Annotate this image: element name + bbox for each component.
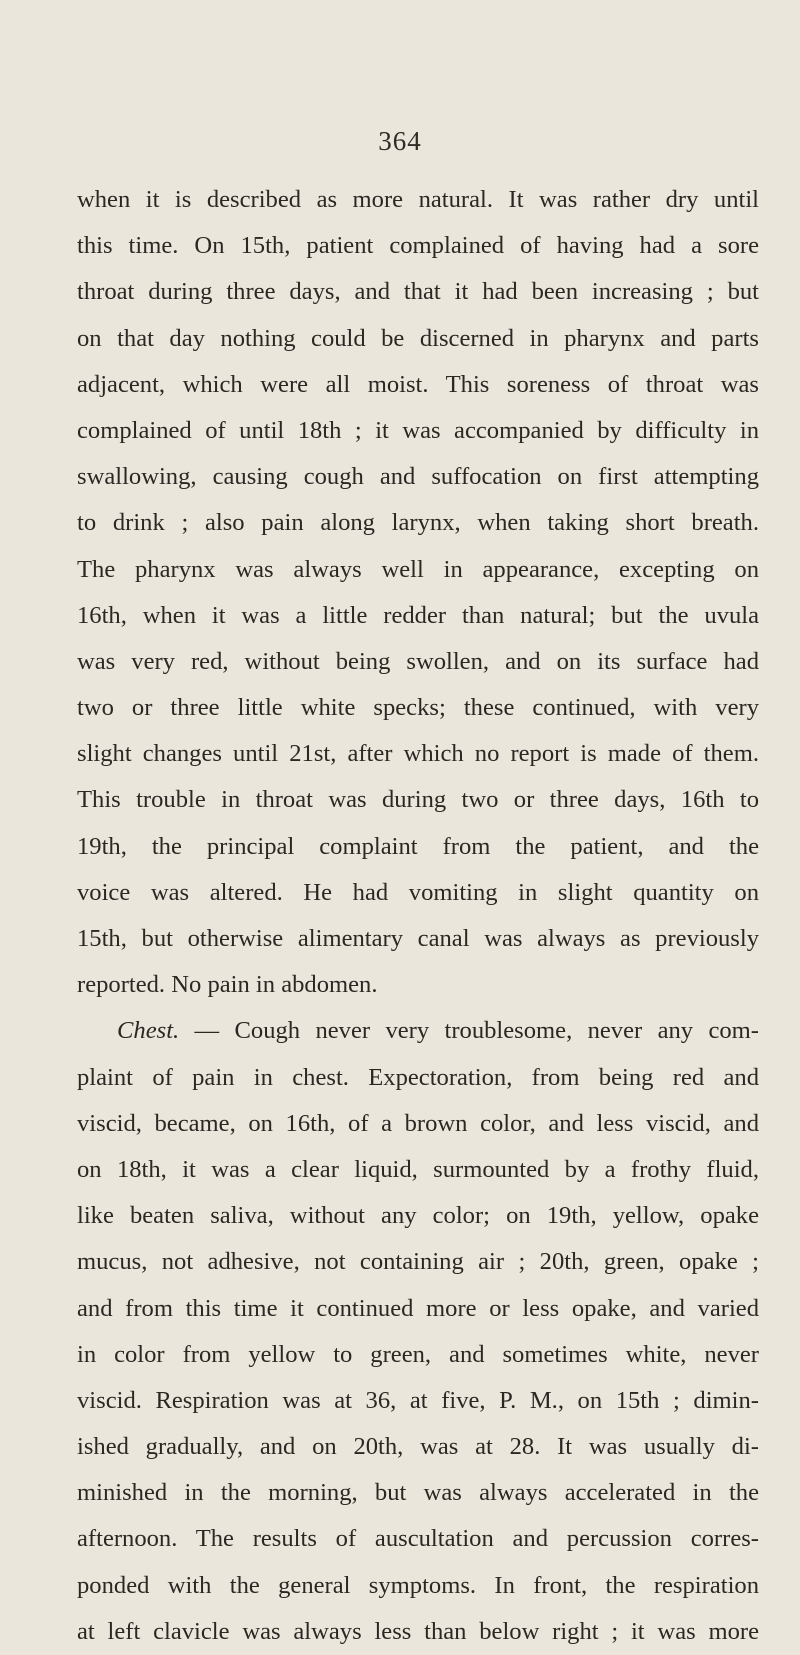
text-line: two or three little white specks; these continued, with very bbox=[77, 694, 759, 722]
text-line: at left clavicle was always less than below right ; it was more bbox=[77, 1617, 759, 1645]
text-line: reported. No pain in abdomen. bbox=[77, 971, 378, 999]
text-line: ished gradually, and on 20th, was at 28. It was usually di- bbox=[77, 1433, 759, 1461]
text-line: The pharynx was always well in appearance, excepting on bbox=[77, 555, 759, 583]
text-line: this time. On 15th, patient complained of having had a sore bbox=[77, 232, 759, 260]
text-line: voice was altered. He had vomiting in slight quantity on bbox=[77, 878, 759, 906]
text-line: complained of until 18th ; it was accompanied by difficulty in bbox=[77, 416, 759, 444]
chest-paragraph-first-line bbox=[77, 1008, 759, 1054]
text-line: ponded with the general symptoms. In front, the respiration bbox=[77, 1571, 759, 1599]
text-line: 19th, the principal complaint from the patient, and the bbox=[77, 832, 759, 860]
text-line: adjacent, which were all moist. This soreness of throat was bbox=[77, 370, 759, 398]
text-line: to drink ; also pain along larynx, when taking short breath. bbox=[77, 509, 759, 537]
text-line: 16th, when it was a little redder than natural; but the uvula bbox=[77, 601, 759, 629]
text-line: on 18th, it was a clear liquid, surmounted by a frothy fluid, bbox=[77, 1155, 759, 1183]
chest-heading: Chest. bbox=[117, 1017, 180, 1045]
body-text bbox=[77, 177, 759, 1655]
text-line: afternoon. The results of auscultation and percussion corres- bbox=[77, 1525, 759, 1553]
text-line: and from this time it continued more or less opake, and varied bbox=[77, 1294, 759, 1322]
text-line: swallowing, causing cough and suffocation on first attempting bbox=[77, 463, 759, 491]
text-line: viscid. Respiration was at 36, at five, P. M., on 15th ; dimin- bbox=[77, 1386, 759, 1414]
text-line: slight changes until 21st, after which no report is made of them. bbox=[77, 740, 759, 768]
text-line: viscid, became, on 16th, of a brown color, and less viscid, and bbox=[77, 1109, 759, 1137]
page-number: 364 bbox=[378, 126, 422, 156]
text-line: This trouble in throat was during two or three days, 16th to bbox=[77, 786, 759, 814]
chest-first-line-text: — Cough never very troublesome, never any com- bbox=[179, 1017, 759, 1045]
text-line: 15th, but otherwise alimentary canal was always as previously bbox=[77, 925, 759, 952]
text-line: on that day nothing could be discerned in pharynx and parts bbox=[77, 324, 759, 352]
text-line: mucus, not adhesive, not containing air ; 20th, green, opake ; bbox=[77, 1248, 759, 1276]
text-line: was very red, without being swollen, and on its surface had bbox=[77, 647, 759, 675]
text-line: like beaten saliva, without any color; on 19th, yellow, opake bbox=[77, 1202, 759, 1230]
text-line: minished in the morning, but was always accelerated in the bbox=[77, 1479, 759, 1507]
text-line: in color from yellow to green, and sometimes white, never bbox=[77, 1340, 759, 1368]
text-line: throat during three days, and that it had been increasing ; but bbox=[77, 278, 759, 306]
text-line: when it is described as more natural. It was rather dry until bbox=[77, 186, 759, 213]
text-line: plaint of pain in chest. Expectoration, from being red and bbox=[77, 1063, 759, 1091]
